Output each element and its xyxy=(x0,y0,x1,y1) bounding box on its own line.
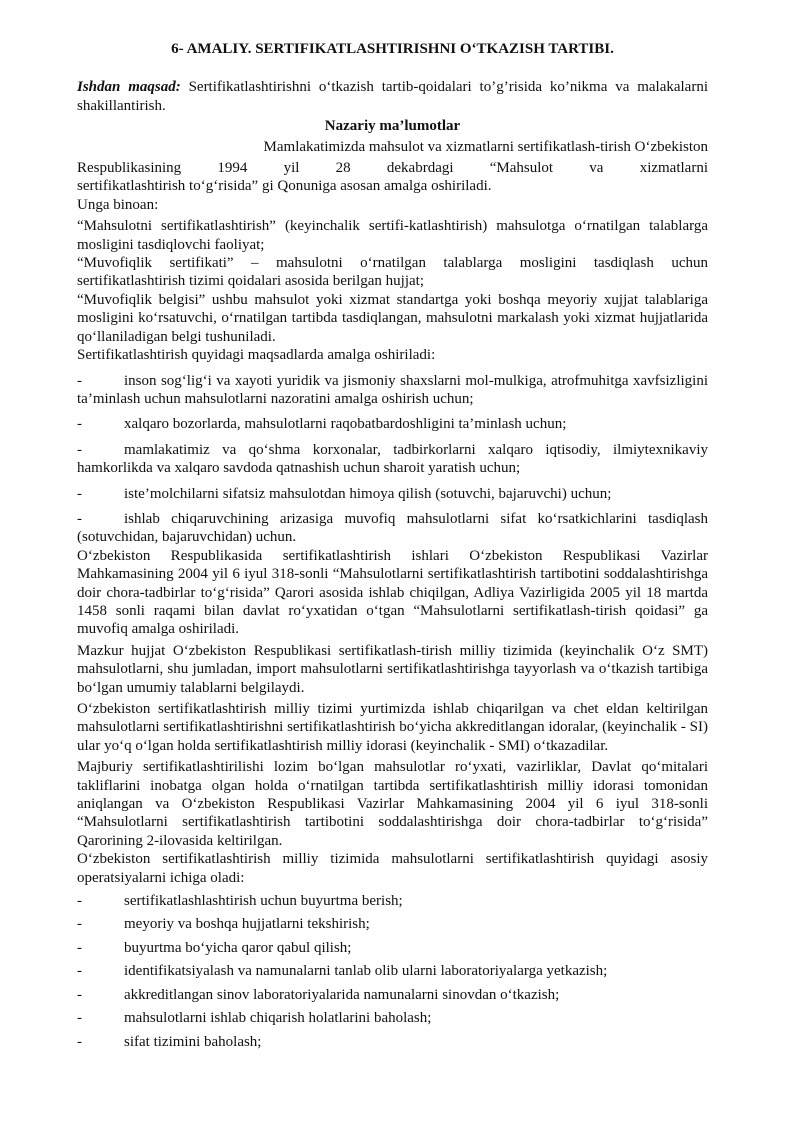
goal-text: ishlab chiqaruvchining arizasiga muvofiq mahsulotlarni sifat ko‘rsatkichlarini tasdiqlash (sotuvchidan, bajaruvchidan) uchun. xyxy=(77,510,708,546)
body-paragraph: Mazkur hujjat O‘zbekiston Respublikasi sertifikatlash-tirish milliy tizimida (keyinchalik O‘z SMT) mahsulotlarni, shu jumladan, import mahsulotlarni sertifikatlashtirishga tayyorlash va o‘tkazish tartibiga bo‘lgan umumiy talablarni belgilaydi. xyxy=(77,642,708,696)
intro-word: Respublikasining xyxy=(77,160,182,177)
goal-item xyxy=(77,441,708,478)
goal-text: iste’molchilarni sifatsiz mahsulotdan himoya qilish (sotuvchi, bajaruvchi) uchun; xyxy=(124,485,612,502)
body-paragraph: Majburiy sertifikatlashtirilishi lozim bo‘lgan mahsulotlar ro‘yxati, vazirliklar, Davlat qo‘mitalari takliflarini inobatga olgan holda o‘rnatilgan tartibda sertifikatlashtirish milliy idorasi tomonidan aniqlangan va O‘zbekiston Respublikasi Vazirlar Mahkamasining 2004 yil 6 iyul 318-sonli “Mahsulotlarni sertifikatlashtirish tartibotini soddalashtirishga doir chora-tadbirlar to‘g‘risida” Qarorining 2-ilovasida keltirilgan. xyxy=(77,759,708,849)
dash-marker: - xyxy=(77,510,82,527)
definition-paragraph: “Muvofiqlik belgisi” ushbu mahsulot yoki xizmat standartga yoki boshqa meyoriy xujjat talablariga mosligini ko‘rsatuvchi, o‘rnatilgan tartibda tasdiqlangan, mahsulotni markalash yoki xizmat hujjatlarida qo‘llaniladigan belgi tushuniladi. xyxy=(77,291,708,345)
intro-word: 1994 xyxy=(217,160,248,177)
dash-marker: - xyxy=(77,441,82,458)
goal-text: mamlakatimiz va qo‘shma korxonalar, tadbirkorlarni xalqaro iqtisodiy, ilmiytexnikaviy hamkorlikda va xalqaro savdoda qatnashish uchun sharoit yaratish uchun; xyxy=(77,441,708,477)
goals-intro: Sertifikatlashtirish quyidagi maqsadlarda amalga oshiriladi: xyxy=(77,347,436,364)
definition-paragraph: “Mahsulotni sertifikatlashtirish” (keyinchalik sertifi-katlashtirish) mahsulotga o‘rnatilgan talablarga mosligini tasdiqlovchi faoliyat; xyxy=(77,218,708,253)
intro-word: “Mahsulot xyxy=(489,160,554,177)
dash-marker: - xyxy=(77,939,82,956)
dash-marker: - xyxy=(77,963,82,980)
operation-item xyxy=(77,962,708,980)
dash-marker: - xyxy=(77,416,82,433)
operation-item xyxy=(77,986,708,1004)
operation-item xyxy=(77,892,708,910)
intro-word: yil xyxy=(283,160,300,177)
operation-item xyxy=(77,915,708,933)
goal-text: inson sog‘lig‘i va xayoti yuridik va jismoniy shaxslarni mol-mulkiga, atrofmuhitga xavfsizligini ta’minlash uchun mahsulotlarni nazoratini amalga oshirish uchun; xyxy=(77,372,708,407)
body-paragraph: O‘zbekiston sertifikatlashtirish milliy tizimida mahsulotlarni sertifikatlashtirish quyidagi asosiy operatsiyalarni ichiga oladi: xyxy=(77,851,708,886)
intro-word: dekabrdagi xyxy=(386,160,454,177)
document-title: 6- AMALIY. SERTIFIKATLASHTIRISHNI O‘TKAZISH TARTIBI. xyxy=(171,41,614,57)
goal-item xyxy=(77,415,708,433)
dash-marker: - xyxy=(77,485,82,502)
intro-line-1: Mamlakatimizda mahsulot va xizmatlarni sertifikatlash-tirish O‘zbekiston xyxy=(263,138,708,155)
operation-text: meyoriy va boshqa hujjatlarni tekshirish; xyxy=(124,916,370,933)
goal-text: xalqaro bozorlarda, mahsulotlarni raqobatbardoshligini ta’minlash uchun; xyxy=(124,416,567,433)
definition-paragraph: “Muvofiqlik sertifikati” – mahsulotni o‘rnatilgan talablarga mosligini tasdiqlash uchun sertifikatlashtirish tizimi qoidalari asosida berilgan hujjat; xyxy=(77,255,708,290)
operation-text: sertifikatlashlashtirish uchun buyurtma berish; xyxy=(124,893,403,910)
operation-text: buyurtma bo‘yicha qaror qabul qilish; xyxy=(124,939,352,956)
operation-text: identifikatsiyalash va namunalarni tanlab olib ularni laboratoriyalarga yetkazish; xyxy=(124,963,608,980)
dash-marker: - xyxy=(77,1033,82,1050)
intro-word: va xyxy=(589,160,604,177)
intro-word: xizmatlarni xyxy=(639,160,708,177)
body-paragraph: O‘zbekiston sertifikatlashtirish milliy tizimi yurtimizda ishlab chiqarilgan va chet eldan keltirilgan mahsulotlarni sertifikatlashtirishni sertifikatlashtirish bo‘yicha akkreditlangan idoralar, (keyinchalik - SI) ular yo‘q o‘lgan holda sertifikatlashtirish milliy idorasi (keyinchalik - SMI) o‘tkazadilar. xyxy=(77,701,708,754)
operation-text: sifat tizimini baholash; xyxy=(124,1033,262,1050)
operation-text: mahsulotlarni ishlab chiqarish holatlarini baholash; xyxy=(124,1010,432,1027)
goal-item xyxy=(77,485,708,503)
dash-marker: - xyxy=(77,986,82,1003)
aim-paragraph xyxy=(77,78,708,115)
goal-item xyxy=(77,510,708,547)
operation-item xyxy=(77,1009,708,1027)
dash-marker: - xyxy=(77,1010,82,1027)
intro-word: 28 xyxy=(335,160,351,177)
dash-marker: - xyxy=(77,916,82,933)
intro-line-3: sertifikatlashtirish to‘g‘risida” gi Qonuniga asosan amalga oshiriladi. xyxy=(77,178,492,195)
dash-marker: - xyxy=(77,893,82,910)
aim-text: Sertifikatlashtirishni o‘tkazish tartib-qoidalari to’g’risida ko’nikma va malakalarni shakillantirish. xyxy=(77,79,709,114)
aim-label: Ishdan maqsad: xyxy=(77,79,181,96)
goal-item xyxy=(77,372,708,409)
body-paragraph: O‘zbekiston Respublikasida sertifikatlashtirish ishlari O‘zbekiston Respublikasi Vazirlar Mahkamasining 2004 yil 6 iyul 318-sonli “Mahsulotlarni sertifikatlashtirish tartibotini soddalashtirishga doir chora-tadbirlar to‘g‘risida” Qarori asosida ishlab chiqilgan, Adliya Vazirligida 2005 yil 18 martda 1458 sonli raqami bilan davlat ro‘yxatidan o‘tgan “Mahsulotlarni sertifikatlash-tirish qoidasi” ga muvofiq amalga oshiriladi. xyxy=(77,547,708,638)
intro-line-2 xyxy=(77,159,708,177)
operation-text: akkreditlangan sinov laboratoriyalarida namunalarni sinovdan o‘tkazish; xyxy=(124,986,560,1003)
section-heading: Nazariy ma’lumotlar xyxy=(324,118,461,135)
operation-item xyxy=(77,939,708,957)
intro-line-4: Unga binoan: xyxy=(77,196,159,213)
dash-marker: - xyxy=(77,372,82,389)
operation-item xyxy=(77,1033,708,1051)
